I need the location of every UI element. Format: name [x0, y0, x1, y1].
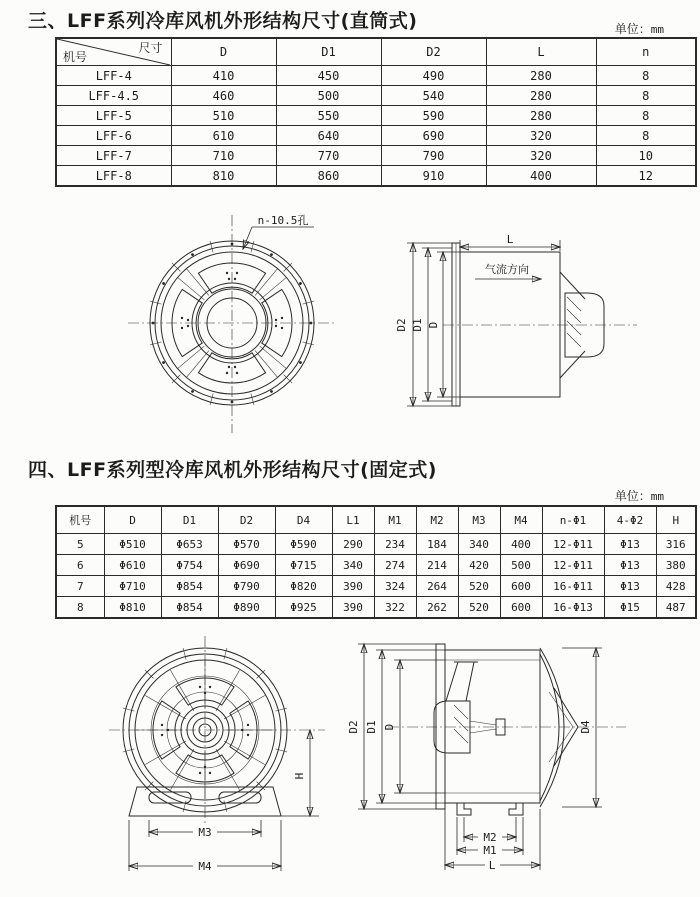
table-cell: 6	[56, 555, 104, 576]
dim-label-m1: M1	[483, 844, 497, 857]
table-cell: 450	[276, 66, 381, 86]
table-cell: 280	[486, 106, 596, 126]
table-cell: 490	[381, 66, 486, 86]
table-cell: Φ925	[275, 597, 332, 619]
table-cell: 640	[276, 126, 381, 146]
table-cell: 8	[596, 66, 696, 86]
table-cell: LFF-8	[56, 166, 171, 187]
table-cell: Φ820	[275, 576, 332, 597]
table-cell: 290	[332, 534, 374, 555]
table-cell: 184	[416, 534, 458, 555]
table-row	[56, 66, 696, 86]
table-row	[56, 576, 696, 597]
straight-side-view	[395, 205, 695, 440]
table-cell: 340	[458, 534, 500, 555]
table-cell: 428	[656, 576, 696, 597]
height-dimension	[281, 730, 319, 816]
table-cell: 380	[656, 555, 696, 576]
table-cell: Φ710	[104, 576, 161, 597]
unit-note-fixed	[615, 487, 664, 504]
section-straight-title: 三、LFF系列冷库风机外形结构尺寸(直筒式)	[28, 10, 418, 32]
table-cell: LFF-6	[56, 126, 171, 146]
table-cell: 5	[56, 534, 104, 555]
fan-casing	[436, 644, 540, 809]
table-cell: 390	[332, 576, 374, 597]
column-header: D	[171, 38, 276, 66]
table-cell: Φ854	[161, 576, 218, 597]
table-cell: 320	[486, 126, 596, 146]
airflow-label: 气流方向	[485, 263, 529, 276]
table-cell: 910	[381, 166, 486, 187]
table-cell: 316	[656, 534, 696, 555]
table-cell: 320	[486, 146, 596, 166]
dim-label-d: D	[427, 321, 440, 329]
table-cell: 10	[596, 146, 696, 166]
table-cell: 540	[381, 86, 486, 106]
table-cell: Φ754	[161, 555, 218, 576]
table-cell: 460	[171, 86, 276, 106]
table-cell: Φ610	[104, 555, 161, 576]
table-cell: 400	[486, 166, 596, 187]
table-cell: 600	[500, 597, 542, 619]
table-cell: Φ810	[104, 597, 161, 619]
column-header: H	[656, 506, 696, 534]
section-fixed-title: 四、LFF系列型冷库风机外形结构尺寸(固定式)	[28, 459, 437, 481]
table-row	[56, 106, 696, 126]
dim-label-m3: M3	[198, 826, 212, 839]
table-cell: 264	[416, 576, 458, 597]
table-row	[56, 597, 696, 619]
table-cell: 390	[332, 597, 374, 619]
table-cell: 500	[276, 86, 381, 106]
table-cell: 710	[171, 146, 276, 166]
table-cell: 324	[374, 576, 416, 597]
unit-value: mm	[650, 23, 664, 36]
airflow-direction	[475, 262, 541, 279]
table-cell: 550	[276, 106, 381, 126]
table-cell: 340	[332, 555, 374, 576]
corner-label-model: 机号	[63, 50, 88, 64]
table-cell: 234	[374, 534, 416, 555]
column-header: M4	[500, 506, 542, 534]
table-cell: 8	[596, 126, 696, 146]
table-corner-cell	[56, 38, 171, 66]
dim-label-d1: D1	[411, 318, 424, 332]
column-header: n	[596, 38, 696, 66]
table-row	[56, 146, 696, 166]
mounting-feet	[457, 803, 523, 815]
table-cell: Φ890	[218, 597, 275, 619]
table-cell: Φ653	[161, 534, 218, 555]
table-cell: Φ854	[161, 597, 218, 619]
table-cell: LFF-7	[56, 146, 171, 166]
table-cell: 810	[171, 166, 276, 187]
table-cell: 520	[458, 576, 500, 597]
table-cell: 410	[171, 66, 276, 86]
dim-label-d1: D1	[365, 720, 378, 734]
table-cell: 487	[656, 597, 696, 619]
table-cell: 7	[56, 576, 104, 597]
table-cell: 12	[596, 166, 696, 187]
header-row	[56, 506, 696, 534]
hole-note-label: n-10.5孔	[257, 214, 309, 227]
dim-label-d2: D2	[347, 720, 360, 734]
table-cell: 860	[276, 166, 381, 187]
table-row	[56, 166, 696, 187]
column-header: D1	[161, 506, 218, 534]
table-cell: Φ13	[604, 534, 656, 555]
table-cell: 770	[276, 146, 381, 166]
table-cell: Φ790	[218, 576, 275, 597]
m2-dimension	[464, 817, 516, 844]
table-cell: 16-Φ13	[542, 597, 604, 619]
fixed-side-view	[330, 633, 640, 878]
table-cell: 280	[486, 66, 596, 86]
table-cell: 610	[171, 126, 276, 146]
dim-label-d2: D2	[395, 318, 408, 332]
table-cell: Φ690	[218, 555, 275, 576]
column-header: D	[104, 506, 161, 534]
table-cell: Φ715	[275, 555, 332, 576]
table-cell: 600	[500, 576, 542, 597]
dim-label-m4: M4	[198, 860, 212, 873]
table-cell: Φ15	[604, 597, 656, 619]
corner-label-size: 尺寸	[138, 41, 163, 55]
table-cell: 590	[381, 106, 486, 126]
table-cell: 400	[500, 534, 542, 555]
table-cell: 520	[458, 597, 500, 619]
table-cell: Φ570	[218, 534, 275, 555]
table-row	[56, 86, 696, 106]
table-cell: 280	[486, 86, 596, 106]
column-header: 机号	[56, 506, 104, 534]
table-cell: 214	[416, 555, 458, 576]
column-header: L	[486, 38, 596, 66]
column-header: M1	[374, 506, 416, 534]
table-cell: 274	[374, 555, 416, 576]
column-header: M3	[458, 506, 500, 534]
table-cell: Φ590	[275, 534, 332, 555]
unit-value: mm	[650, 490, 664, 503]
dim-label-m2: M2	[483, 831, 497, 844]
straight-dimensions-table	[55, 37, 697, 187]
table-cell: 322	[374, 597, 416, 619]
table-cell: 420	[458, 555, 500, 576]
table-cell: 8	[596, 106, 696, 126]
table-cell: 510	[171, 106, 276, 126]
table-cell: LFF-4	[56, 66, 171, 86]
header-row	[56, 38, 696, 66]
table-cell: 500	[500, 555, 542, 576]
column-header: L1	[332, 506, 374, 534]
column-header: D2	[381, 38, 486, 66]
table-cell: Φ13	[604, 576, 656, 597]
table-cell: 12-Φ11	[542, 534, 604, 555]
table-row	[56, 555, 696, 576]
table-cell: 262	[416, 597, 458, 619]
unit-note-straight	[615, 20, 664, 37]
table-cell: 8	[56, 597, 104, 619]
table-cell: LFF-4.5	[56, 86, 171, 106]
diameter-dimensions	[395, 243, 460, 406]
table-cell: 690	[381, 126, 486, 146]
dim-label-d4: D4	[579, 720, 592, 734]
table-cell: Φ510	[104, 534, 161, 555]
column-header: D1	[276, 38, 381, 66]
fixed-dimensions-table	[55, 505, 697, 619]
length-dimension	[460, 233, 560, 251]
table-cell: 8	[596, 86, 696, 106]
unit-label: 单位：	[614, 489, 651, 503]
column-header: M2	[416, 506, 458, 534]
straight-front-view	[115, 203, 365, 435]
table-cell: 16-Φ11	[542, 576, 604, 597]
dim-label-l: L	[506, 233, 514, 246]
bell-mouth	[540, 648, 578, 807]
unit-label: 单位：	[614, 22, 651, 36]
table-row	[56, 126, 696, 146]
table-cell: 790	[381, 146, 486, 166]
column-header: n-Φ1	[542, 506, 604, 534]
table-cell: 12-Φ11	[542, 555, 604, 576]
dim-label-d: D	[383, 723, 396, 731]
dim-label-h: H	[293, 772, 306, 780]
dim-label-l: L	[488, 859, 496, 872]
fixed-front-view	[95, 630, 360, 882]
table-cell: LFF-5	[56, 106, 171, 126]
table-cell: Φ13	[604, 555, 656, 576]
table-row	[56, 534, 696, 555]
column-header: D2	[218, 506, 275, 534]
column-header: 4-Φ2	[604, 506, 656, 534]
column-header: D4	[275, 506, 332, 534]
